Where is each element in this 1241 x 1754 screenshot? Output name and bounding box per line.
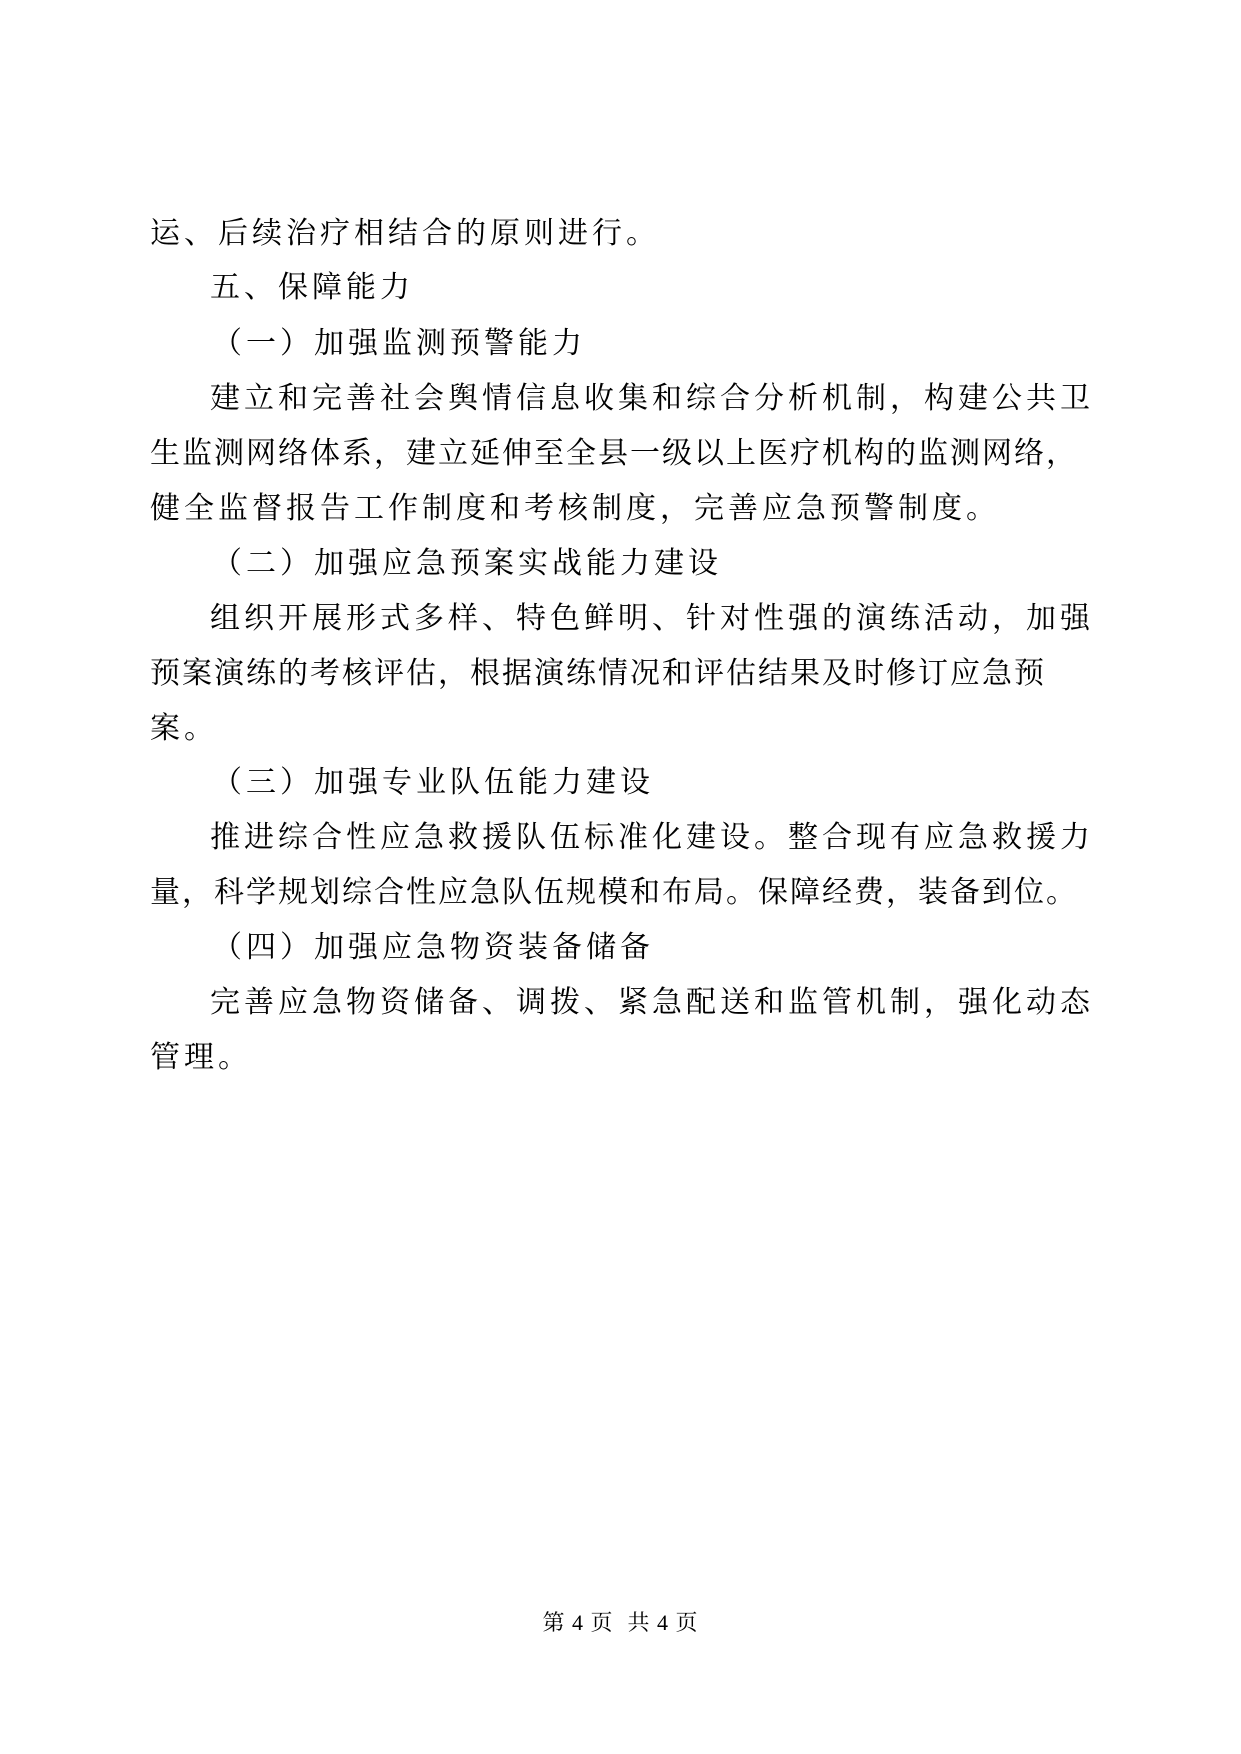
paragraph-line: 量，科学规划综合性应急队伍规模和布局。保障经费，装备到位。 (150, 875, 1078, 910)
page-total: 共 4 页 (627, 1610, 699, 1635)
paragraph-line: 推进综合性应急救援队伍标准化建设。整合现有应急救援力 (210, 820, 1094, 855)
paragraph-line: 生监测网络体系，建立延伸至全县一级以上医疗机构的监测网络， (150, 436, 1078, 471)
paragraph-line: 完善应急物资储备、调拨、紧急配送和监管机制，强化动态 (210, 985, 1094, 1020)
subsection-heading: （三）加强专业队伍能力建设 (212, 765, 654, 800)
page-number: 第 4 页 (542, 1610, 614, 1635)
subsection-heading: （一）加强监测预警能力 (212, 326, 586, 361)
section-heading: 五、保障能力 (210, 270, 414, 305)
page-footer (0, 1608, 1241, 1638)
paragraph-line: 案。 (150, 711, 218, 746)
paragraph-line: 健全监督报告工作制度和考核制度，完善应急预警制度。 (150, 491, 1000, 526)
subsection-heading: （四）加强应急物资装备储备 (212, 930, 654, 965)
subsection-heading: （二）加强应急预案实战能力建设 (212, 546, 722, 581)
paragraph-line: 组织开展形式多样、特色鲜明、针对性强的演练活动，加强 (210, 601, 1094, 636)
paragraph-line: 运、后续治疗相结合的原则进行。 (150, 216, 660, 251)
paragraph-line: 建立和完善社会舆情信息收集和综合分析机制，构建公共卫 (210, 381, 1094, 416)
paragraph-line: 预案演练的考核评估，根据演练情况和评估结果及时修订应急预 (150, 656, 1046, 691)
paragraph-line: 管理。 (150, 1040, 252, 1075)
